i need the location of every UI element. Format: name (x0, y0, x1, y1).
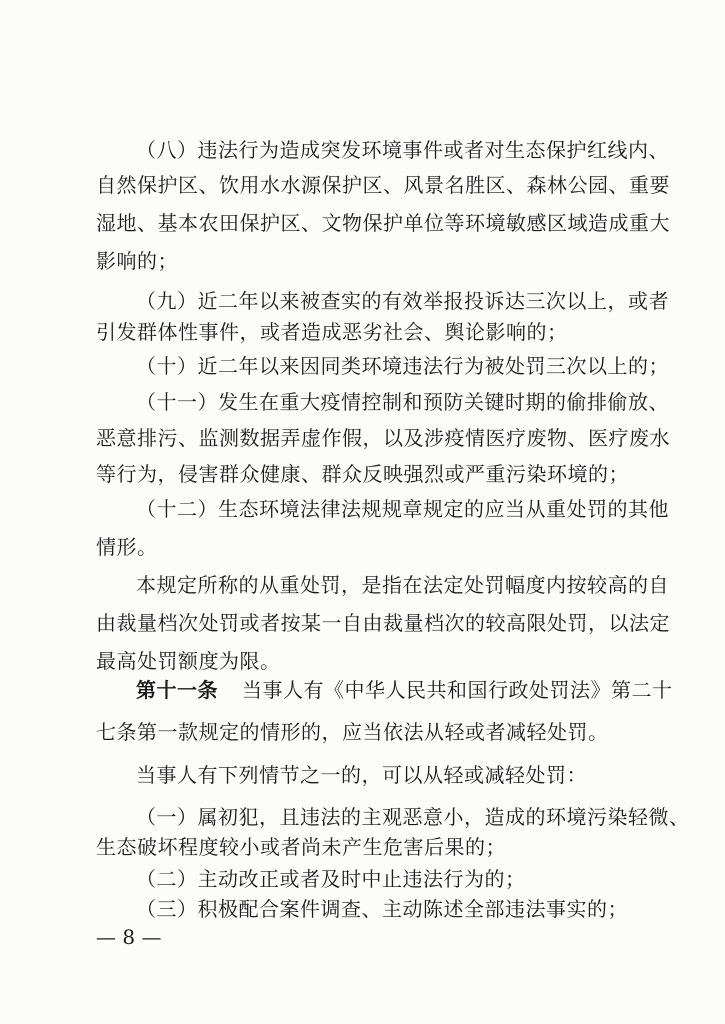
paragraph-item-9-line-2: 引发群体性事件，或者造成恶劣社会、舆论影响的； (96, 320, 568, 344)
article-11-text: 当事人有《中华人民共和国行政处罚法》第二十 (242, 678, 673, 702)
paragraph-mitigation-intro: 当事人有下列情节之一的，可以从轻或减轻处罚： (136, 763, 587, 787)
paragraph-item-8-line-3: 湿地、基本农田保护区、文物保护单位等环境敏感区域造成重大 (96, 211, 670, 235)
paragraph-item-11-line-2: 恶意排污、监测数据弄虚作假，以及涉疫情医疗废物、医疗废水 (96, 426, 670, 450)
paragraph-item-12-line-2: 情形。 (96, 535, 158, 559)
article-11-line-1 (136, 670, 673, 710)
paragraph-item-8-line-2: 自然保护区、饮用水水源保护区、风景名胜区、森林公园、重要 (96, 173, 670, 197)
paragraph-item-8-line-1: （八）违法行为造成突发环境事件或者对生态保护红线内、 (136, 138, 669, 162)
paragraph-mitigation-1-line-2: 生态破坏程度较小或者尚未产生危害后果的； (96, 835, 506, 859)
paragraph-mitigation-2: （二）主动改正或者及时中止违法行为的； (136, 867, 526, 891)
paragraph-mitigation-3: （三）积极配合案件调查、主动陈述全部违法事实的； (136, 897, 628, 921)
paragraph-mitigation-1-line-1: （一）属初犯，且违法的主观恶意小，造成的环境污染轻微、 (136, 805, 690, 829)
paragraph-definition-line-2: 由裁量档次处罚或者按某一自由裁量档次的较高限处罚，以法定 (96, 611, 670, 635)
paragraph-definition-line-3: 最高处罚额度为限。 (96, 649, 281, 673)
page-number: — 8 — (96, 925, 162, 949)
paragraph-item-12-line-1: （十二）生态环境法律法规规章规定的应当从重处罚的其他 (136, 497, 669, 521)
paragraph-item-9-line-1: （九）近二年以来被查实的有效举报投诉达三次以上，或者 (136, 289, 669, 313)
paragraph-item-8-line-4: 影响的； (96, 249, 178, 273)
paragraph-item-10: （十）近二年以来因同类环境违法行为被处罚三次以上的； (136, 354, 669, 378)
paragraph-item-11-line-3: 等行为，侵害群众健康、群众反映强烈或严重污染环境的； (96, 462, 629, 486)
paragraph-item-11-line-1: （十一）发生在重大疫情控制和预防关键时期的偷排偷放、 (136, 390, 669, 414)
article-11-heading: 第十一条 (136, 678, 218, 702)
paragraph-definition-line-1: 本规定所称的从重处罚，是指在法定处罚幅度内按较高的自 (136, 573, 669, 597)
article-11-line-2: 七条第一款规定的情形的，应当依法从轻或者减轻处罚。 (96, 720, 609, 744)
